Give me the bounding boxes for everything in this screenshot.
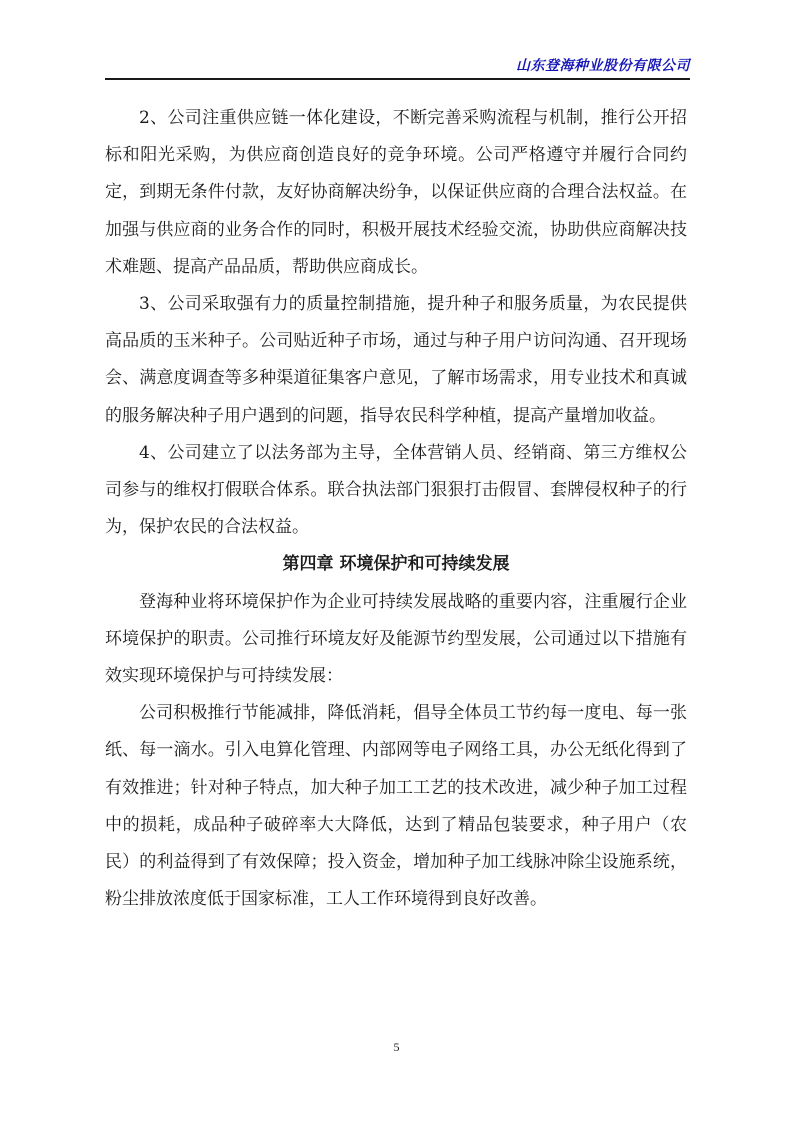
header-company-name: 山东登海种业股份有限公司 xyxy=(516,58,690,74)
paragraph-energy-saving: 公司积极推行节能减排，降低消耗，倡导全体员工节约每一度电、每一张纸、每一滴水。引入电算化管理、内部网等电子网络工具，办公无纸化得到了有效推进；针对种子特点，加大种子加工工艺的技术改进，减少种子加工过程中的损耗，成品种子破碎率大大降低，达到了精品包装要求，种子用户（农民）的利益得到了有效保障；投入资金，增加种子加工线脉冲除尘设施系统，粉尘排放浓度低于国家标准，工人工作环境得到良好改善。 xyxy=(105,703,687,910)
paragraph-quality-control: 3、公司采取强有力的质量控制措施，提升种子和服务质量，为农民提供高品质的玉米种子。公司贴近种子市场，通过与种子用户访问沟通、召开现场会、满意度调查等多种渠道征集客户意见，了解市场需求，用专业技术和真诚的服务解决种子用户遇到的问题，指导农民科学种植，提高产量增加收益。 xyxy=(105,294,687,426)
paragraph-anti-counterfeit: 4、公司建立了以法务部为主导，全体营销人员、经销商、第三方维权公司参与的维权打假联合体系。联合执法部门狠狠打击假冒、套牌侵权种子的行为，保护农民的合法权益。 xyxy=(105,442,687,538)
chapter-title: 第四章 环境保护和可持续发展 xyxy=(282,554,510,575)
document-body xyxy=(105,100,687,918)
paragraph-environment-intro: 登海种业将环境保护作为企业可持续发展战略的重要内容，注重履行企业环境保护的职责。公司推行环境友好及能源节约型发展，公司通过以下措施有效实现环境保护与可持续发展： xyxy=(105,591,687,687)
page-header xyxy=(105,52,690,80)
paragraph-supplier-chain: 2、公司注重供应链一体化建设，不断完善采购流程与机制，推行公开招标和阳光采购，为供应商创造良好的竞争环境。公司严格遵守并履行合同约定，到期无条件付款，友好协商解决纷争，以保证供应商的合理合法权益。在加强与供应商的业务合作的同时，积极开展技术经验交流，协助供应商解决技术难题、提高产品品质，帮助供应商成长。 xyxy=(105,108,687,277)
page-number: 5 xyxy=(393,1040,400,1054)
